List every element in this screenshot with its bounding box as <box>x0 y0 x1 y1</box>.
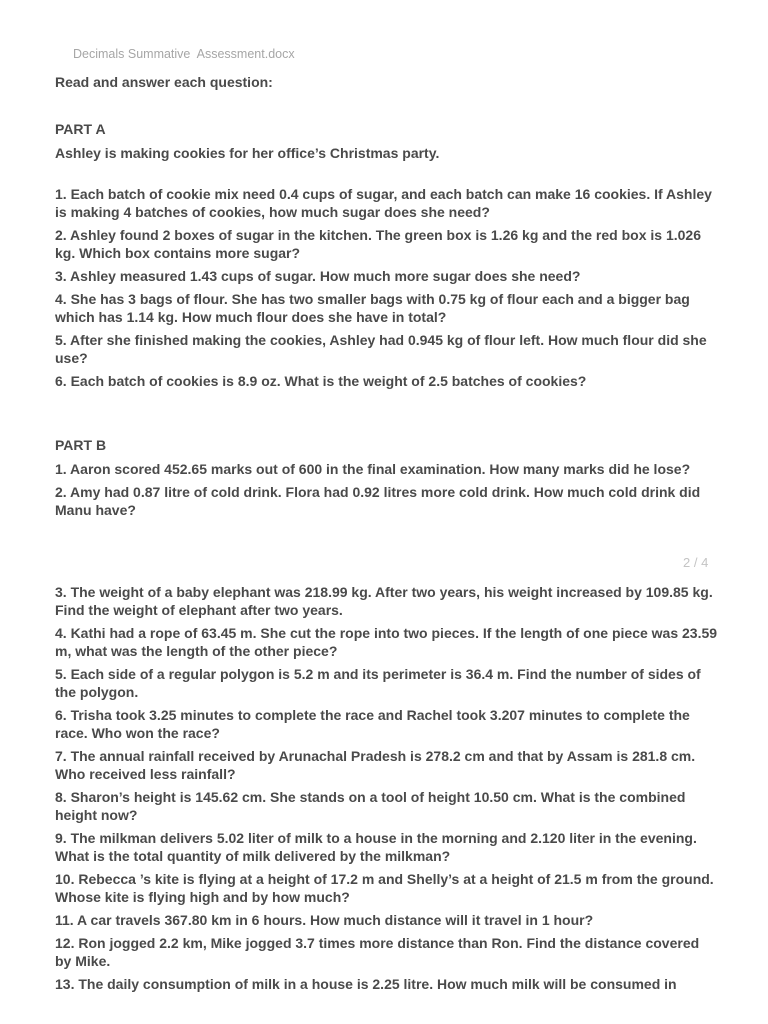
part-b-question: 6. Trisha took 3.25 minutes to complete the race and Rachel took 3.207 minutes to complete the race. Who won the race? <box>55 707 690 741</box>
part-a-question: 5. After she finished making the cookies, Ashley had 0.945 kg of flour left. How much flour did she use? <box>55 332 707 366</box>
part-a-heading: PART A <box>55 121 106 137</box>
truncated-question-line <box>55 976 719 993</box>
instruction-text: Read and answer each question: <box>55 74 273 90</box>
part-b-question: 12. Ron jogged 2.2 km, Mike jogged 3.7 times more distance than Ron. Find the distance covered by Mike. <box>55 935 700 969</box>
page-2-content <box>55 583 719 975</box>
part-a-question: 4. She has 3 bags of flour. She has two smaller bags with 0.75 kg of flour each and a bigger bag which has 1.14 kg. How much flour does she have in total? <box>55 291 690 325</box>
part-b-question: 3. The weight of a baby elephant was 218.99 kg. After two years, his weight increased by 109.85 kg. Find the weight of elephant after two years. <box>55 584 713 618</box>
part-a-question: 3. Ashley measured 1.43 cups of sugar. How much more sugar does she need? <box>55 268 581 284</box>
part-a-question: 2. Ashley found 2 boxes of sugar in the kitchen. The green box is 1.26 kg and the red box is 1.026 kg. Which box contains more sugar? <box>55 227 701 261</box>
part-b-heading: PART B <box>55 437 107 453</box>
part-b-question: 9. The milkman delivers 5.02 liter of milk to a house in the morning and 2.120 liter in the evening. What is the total quantity of milk delivered by the milkman? <box>55 830 697 864</box>
part-b-question: 10. Rebecca ’s kite is flying at a height of 17.2 m and Shelly’s at a height of 21.5 m from the ground. Whose kite is flying high and by how much? <box>55 871 714 905</box>
part-a-question-list <box>55 185 719 390</box>
part-b-question-list-page-1 <box>55 460 719 519</box>
document-title: Decimals Summative Assessment.docx <box>73 47 295 61</box>
part-a-question: 1. Each batch of cookie mix need 0.4 cups of sugar, and each batch can make 16 cookies. If Ashley is making 4 batches of cookies, how much sugar does she need? <box>55 186 712 220</box>
part-b-question: 1. Aaron scored 452.65 marks out of 600 in the final examination. How many marks did he lose? <box>55 461 691 477</box>
part-a-question: 6. Each batch of cookies is 8.9 oz. What is the weight of 2.5 batches of cookies? <box>55 373 587 389</box>
page-indicator: 2 / 4 <box>683 555 709 570</box>
part-b-question: 2. Amy had 0.87 litre of cold drink. Flora had 0.92 litres more cold drink. How much cold drink did Manu have? <box>55 484 701 518</box>
part-b-question: 4. Kathi had a rope of 63.45 m. She cut the rope into two pieces. If the length of one piece was 23.59 m, what was the length of the other piece? <box>55 625 718 659</box>
part-b-question-cut: 13. The daily consumption of milk in a house is 2.25 litre. How much milk will be consumed in <box>55 976 677 992</box>
part-b-question: 8. Sharon’s height is 145.62 cm. She stands on a tool of height 10.50 cm. What is the combined height now? <box>55 789 686 823</box>
part-b-question: 5. Each side of a regular polygon is 5.2 m and its perimeter is 36.4 m. Find the number of sides of the polygon. <box>55 666 701 700</box>
part-b-question: 7. The annual rainfall received by Arunachal Pradesh is 278.2 cm and that by Assam is 281.8 cm. Who received less rainfall? <box>55 748 696 782</box>
page-1-content <box>55 73 719 524</box>
part-b-question: 11. A car travels 367.80 km in 6 hours. How much distance will it travel in 1 hour? <box>55 912 594 928</box>
part-a-intro: Ashley is making cookies for her office’s Christmas party. <box>55 145 440 161</box>
